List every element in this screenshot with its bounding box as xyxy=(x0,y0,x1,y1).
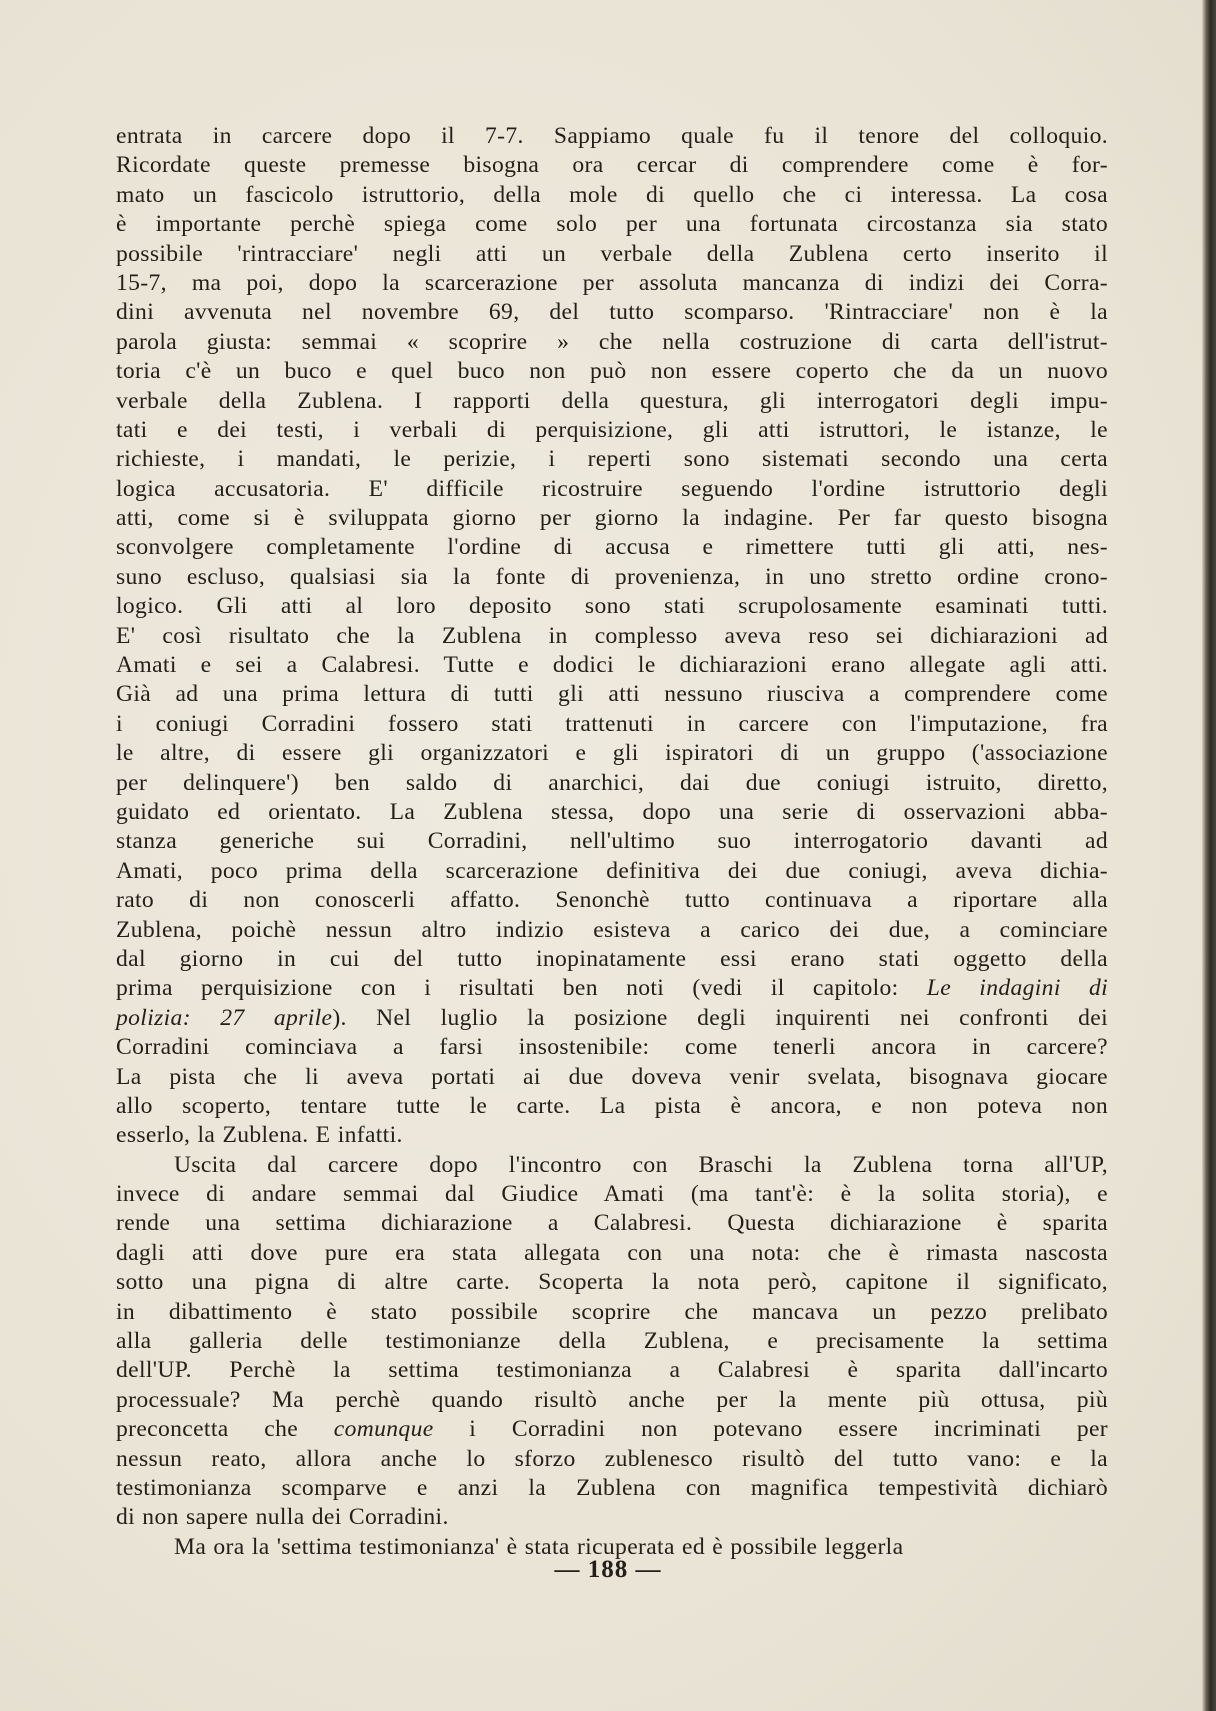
italic-text-segment: polizia: 27 aprile xyxy=(116,1004,333,1031)
text-line: dell'UP. Perchè la settima testimonianza a Calabresi è sparita dall'incarto xyxy=(116,1357,1108,1384)
text-line: Ma ora la 'settima testimonianza' è stata ricuperata ed è possibile leggerla xyxy=(174,1533,904,1560)
text-line: verbale della Zublena. I rapporti della questura, gli interrogatori degli impu- xyxy=(116,387,1108,414)
text-line: rato di non conoscerli affatto. Senonchè tutto continuava a riportare alla xyxy=(116,887,1108,914)
text-line: Già ad una prima lettura di tutti gli atti nessuno riusciva a comprendere come xyxy=(116,681,1108,708)
body-text xyxy=(116,122,1108,1562)
text-line: Amati e sei a Calabresi. Tutte e dodici le dichiarazioni erano allegate agli atti. xyxy=(116,652,1108,679)
text-line: mato un fascicolo istruttorio, della mole di quello che ci interessa. La cosa xyxy=(116,181,1108,208)
text-line: atti, come si è sviluppata giorno per giorno la indagine. Per far questo bisogna xyxy=(116,505,1108,532)
text-line: possibile 'rintracciare' negli atti un verbale della Zublena certo inserito il xyxy=(116,240,1108,267)
italic-text-segment: Le indagini di xyxy=(926,975,1109,1002)
text-line: E' così risultato che la Zublena in complesso aveva reso sei dichiarazioni ad xyxy=(116,622,1108,649)
text-line: Amati, poco prima della scarcerazione definitiva dei due coniugi, aveva dichia- xyxy=(116,857,1108,884)
text-line: tati e dei testi, i verbali di perquisizione, gli atti istruttori, le istanze, le xyxy=(116,416,1108,443)
italic-text-segment: comunque xyxy=(333,1416,434,1443)
text-line: allo scoperto, tentare tutte le carte. La pista è ancora, e non poteva non xyxy=(116,1092,1108,1119)
text-line: dini avvenuta nel novembre 69, del tutto scomparso. 'Rintracciare' non è la xyxy=(116,299,1108,326)
text-line: per delinquere') ben saldo di anarchici, dai due coniugi istruito, diretto, xyxy=(116,769,1108,796)
text-line: nessun reato, allora anche lo sforzo zublenesco risultò del tutto vano: e la xyxy=(116,1445,1108,1472)
text-line: alla galleria delle testimonianze della Zublena, e precisamente la settima xyxy=(116,1328,1108,1355)
text-line xyxy=(116,1004,1108,1033)
text-line: dal giorno in cui del tutto inopinatamente essi erano stati oggetto della xyxy=(116,945,1108,972)
text-line: sconvolgere completamente l'ordine di accusa e rimettere tutti gli atti, nes- xyxy=(116,534,1108,561)
text-line: toria c'è un buco e quel buco non può non essere coperto che da un nuovo xyxy=(116,358,1108,385)
text-line: Zublena, poichè nessun altro indizio esisteva a carico dei due, a cominciare xyxy=(116,916,1108,943)
page-number: — 188 — xyxy=(554,1556,662,1583)
text-segment: preconcetta che xyxy=(116,1416,334,1443)
text-line: è importante perchè spiega come solo per una fortunata circostanza sia stato xyxy=(116,211,1108,238)
text-line: richieste, i mandati, le perizie, i reperti sono sistemati secondo una certa xyxy=(116,446,1108,473)
text-line: invece di andare semmai dal Giudice Amati (ma tant'è: è la solita storia), e xyxy=(116,1181,1108,1208)
text-line: suno escluso, qualsiasi sia la fonte di provenienza, in uno stretto ordine crono- xyxy=(116,563,1108,590)
text-line: di non sapere nulla dei Corradini. xyxy=(116,1504,449,1531)
text-line: in dibattimento è stato possibile scoprire che mancava un pezzo prelibato xyxy=(116,1298,1108,1325)
text-line: i coniugi Corradini fossero stati trattenuti in carcere con l'imputazione, fra xyxy=(116,710,1108,737)
text-line: entrata in carcere dopo il 7-7. Sappiamo quale fu il tenore del colloquio. xyxy=(116,123,1108,149)
text-line: logica accusatoria. E' difficile ricostruire seguendo l'ordine istruttorio degli xyxy=(116,475,1108,502)
text-line: Corradini cominciava a farsi insostenibile: come tenerli ancora in carcere? xyxy=(116,1034,1108,1061)
book-spine-edge xyxy=(1202,0,1216,1711)
text-segment: ). Nel luglio la posizione degli inquirenti nei confronti dei xyxy=(332,1004,1108,1031)
text-line: 15-7, ma poi, dopo la scarcerazione per assoluta mancanza di indizi dei Corra- xyxy=(116,269,1108,296)
text-line: rende una settima dichiarazione a Calabresi. Questa dichiarazione è sparita xyxy=(116,1210,1108,1237)
text-line: parola giusta: semmai « scoprire » che nella costruzione di carta dell'istrut- xyxy=(116,328,1108,355)
text-line xyxy=(116,1415,1108,1444)
text-line: processuale? Ma perchè quando risultò anche per la mente più ottusa, più xyxy=(116,1386,1108,1413)
text-segment: i Corradini non potevano essere incriminati per xyxy=(433,1416,1108,1443)
text-line: le altre, di essere gli organizzatori e gli ispiratori di un gruppo ('associazione xyxy=(116,740,1108,767)
text-line: La pista che li aveva portati ai due doveva venir svelata, bisognava giocare xyxy=(116,1063,1108,1090)
text-segment: prima perquisizione con i risultati ben noti (vedi il capitolo: xyxy=(116,975,927,1002)
text-line: stanza generiche sui Corradini, nell'ultimo suo interrogatorio davanti ad xyxy=(116,828,1108,855)
text-line xyxy=(116,974,1108,1003)
text-line: sotto una pigna di altre carte. Scoperta la nota però, capitone il significato, xyxy=(116,1269,1108,1296)
text-line: Ricordate queste premesse bisogna ora cercar di comprendere come è for- xyxy=(116,152,1108,179)
text-line: logico. Gli atti al loro deposito sono stati scrupolosamente esaminati tutti. xyxy=(116,593,1108,620)
text-line: dagli atti dove pure era stata allegata con una nota: che è rimasta nascosta xyxy=(116,1239,1108,1266)
text-line: testimonianza scomparve e anzi la Zublena con magnifica tempestività dichiarò xyxy=(116,1474,1108,1501)
text-line: esserlo, la Zublena. E infatti. xyxy=(116,1122,403,1149)
text-line: Uscita dal carcere dopo l'incontro con Braschi la Zublena torna all'UP, xyxy=(174,1151,1108,1178)
text-line: guidato ed orientato. La Zublena stessa, dopo una serie di osservazioni abba- xyxy=(116,798,1108,825)
